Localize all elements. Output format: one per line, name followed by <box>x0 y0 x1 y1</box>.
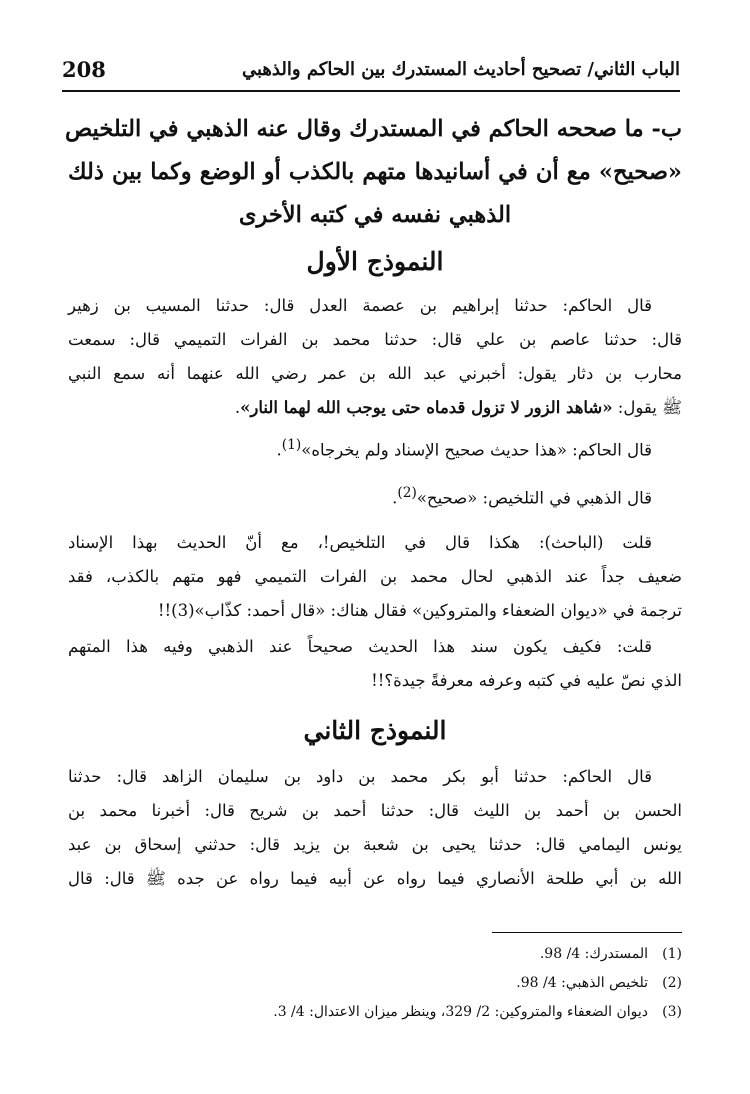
footnote <box>68 940 682 969</box>
running-header <box>62 52 680 86</box>
text-line: ترجمة في «ديوان الضعفاء والمتروكين» فقال هناك: «قال أحمد: كذّاب»(3)!! <box>157 601 682 620</box>
footnote-text: ديوان الضعفاء والمتروكين: 2/ 329، وينظر ميزان الاعتدال: 4/ 3. <box>273 1004 648 1020</box>
model2-isnad-paragraph <box>68 760 682 896</box>
text-line: قال الحاكم: حدثنا أبو بكر محمد بن داود بن سليمان الزاهد قال: حدثنا <box>68 767 652 786</box>
dhahabi-ruling <box>68 476 682 516</box>
researcher-comment <box>68 526 682 628</box>
text-line: قال الحاكم: حدثنا إبراهيم بن عصمة العدل قال: حدثنا المسيب بن زهير <box>68 296 652 315</box>
footnotes <box>68 940 682 1027</box>
text-line <box>68 391 682 425</box>
section-heading-line: «صحيح» مع أن في أسانيدها متهم بالكذب أو الوضع وكما بين ذلك <box>68 159 682 185</box>
text-line: قال: حدثنا عاصم بن علي قال: حدثنا محمد بن الفرات التميمي قال: سمعت <box>68 330 682 349</box>
text-line: ضعيف جداً عند الذهبي لحال محمد بن الفرات التميمي فهو متهم بالكذب، فقد <box>68 567 682 586</box>
footnote <box>68 998 682 1027</box>
page-number: 208 <box>62 56 106 82</box>
text-line: قال الذهبي في التلخيص: «صحيح»$^{(2)}$. <box>392 485 652 508</box>
hakim-ruling <box>68 428 682 468</box>
footnote <box>68 969 682 998</box>
model2-heading: النموذج الثاني <box>303 716 447 745</box>
footnote-text: المستدرك: 4/ 98. <box>539 946 648 962</box>
footnote-number: (1) <box>662 946 682 962</box>
researcher-question <box>68 630 682 698</box>
dhahabi-quote: قال الذهبي في التلخيص: «صحيح» <box>416 488 652 508</box>
section-heading-line: ب- ما صححه الحاكم في المستدرك وقال عنه الذهبي في التلخيص <box>64 116 682 142</box>
footnote-rule <box>492 932 682 933</box>
section-heading-line: الذهبي نفسه في كتبه الأخرى <box>238 202 512 228</box>
footnote-ref: (2) <box>397 485 417 501</box>
text-line: الذي نصّ عليه في كتبه وعرفه معرفةً جيدة؟!! <box>371 671 682 690</box>
running-title: الباب الثاني/ تصحيح أحاديث المستدرك بين الحاكم والذهبي <box>242 58 680 80</box>
hadith-text: «شاهد الزور لا تزول قدماه حتى يوجب الله لهما النار» <box>240 398 613 417</box>
footnote-text: تلخيص الذهبي: 4/ 98. <box>516 975 648 991</box>
text-line: قلت (الباحث): هكذا قال في التلخيص!، مع أنّ الحديث بهذا الإسناد <box>68 533 652 552</box>
footnote-number: (3) <box>662 1004 682 1020</box>
text-line: قلت: فكيف يكون سند هذا الحديث صحيحاً عند الذهبي وفيه هذا المتهم <box>68 637 652 656</box>
footnote-number: (2) <box>662 975 682 991</box>
header-rule <box>62 90 680 92</box>
prophet-salutation: ﷺ يقول: <box>612 398 682 417</box>
text-line: محارب بن دثار يقول: أخبرني عبد الله بن عمر رضي الله عنهما أنه سمع النبي <box>68 364 682 383</box>
text-line: الله بن أبي طلحة الأنصاري فيما رواه عن أبيه فيما رواه عن جده ﷺ قال: قال <box>68 869 682 888</box>
text-line: الحسن بن أحمد بن الليث قال: حدثنا أحمد بن شريح قال: أخبرنا محمد بن <box>68 801 682 820</box>
text-line: يونس اليمامي قال: حدثنا يحيى بن شعبة بن يزيد قال: حدثني إسحاق بن عبد <box>68 835 682 854</box>
model1-heading: النموذج الأول <box>306 247 444 276</box>
text-line: قال الحاكم: «هذا حديث صحيح الإسناد ولم يخرجاه»$^{(1)}$. <box>276 437 652 460</box>
period: . <box>234 398 241 417</box>
model1-isnad-paragraph <box>68 289 682 425</box>
section-heading <box>64 108 682 237</box>
hakim-quote: قال الحاكم: «هذا حديث صحيح الإسناد ولم يخرجاه» <box>301 440 652 460</box>
footnote-ref: (1) <box>281 437 302 453</box>
